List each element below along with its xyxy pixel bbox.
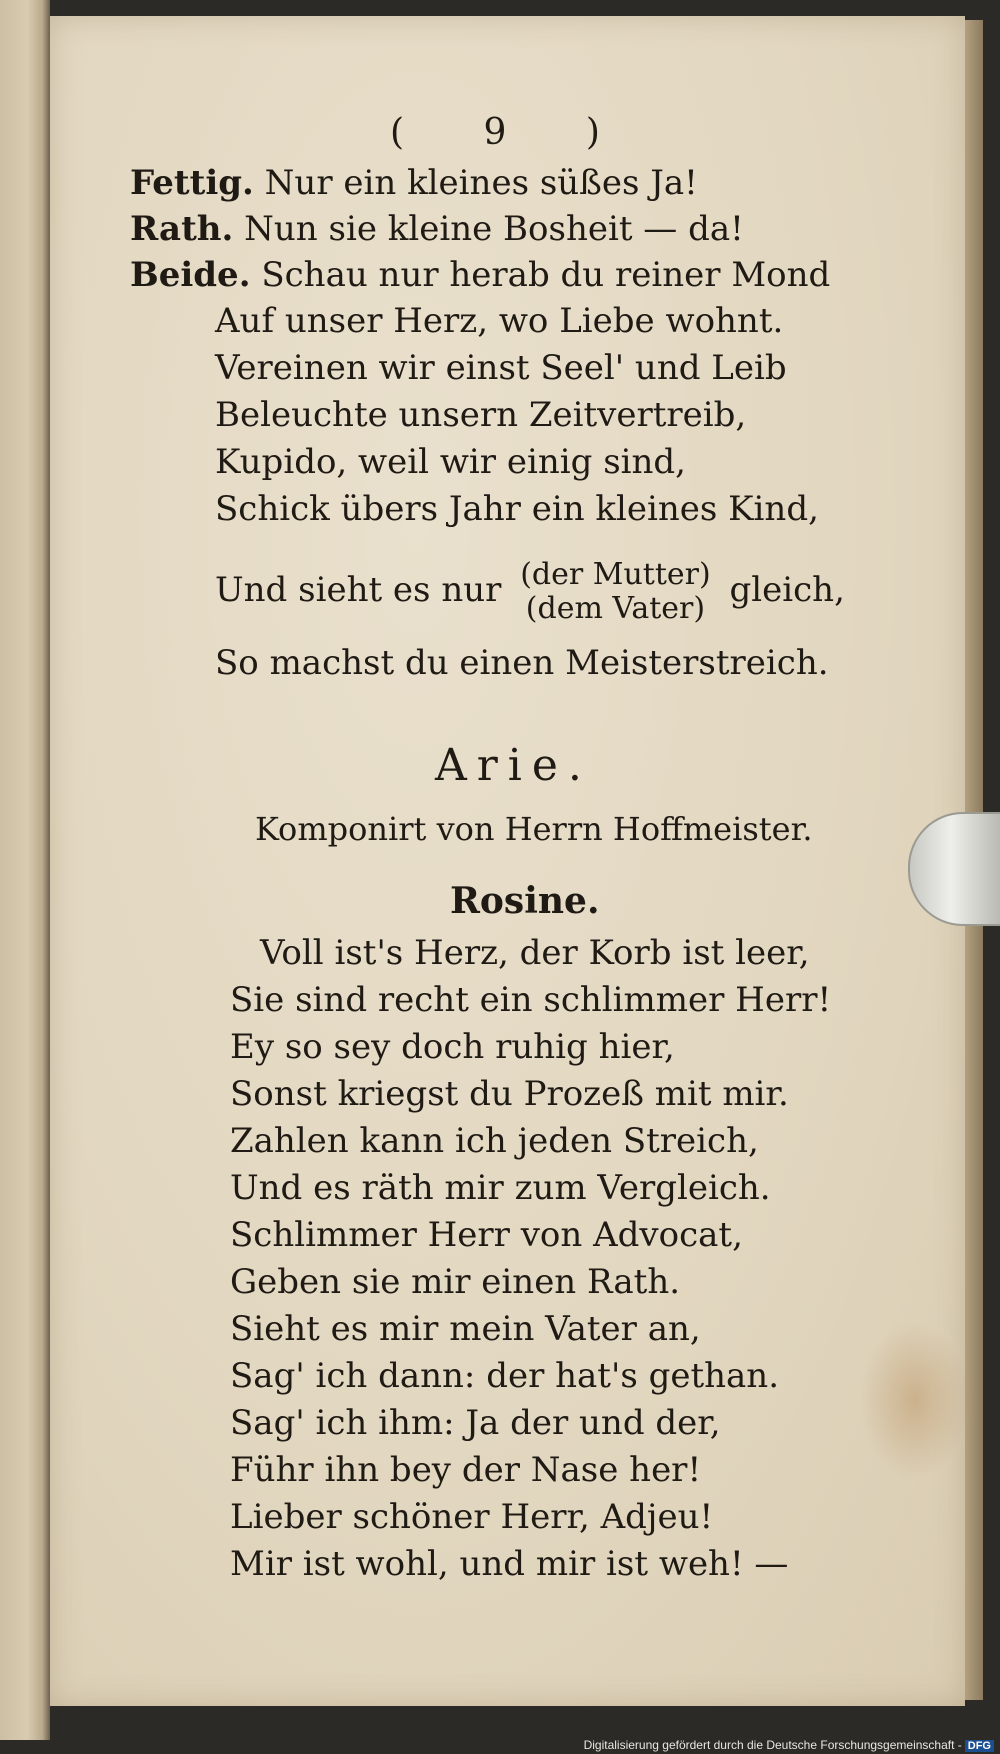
verse-line: Sie sind recht ein schlimmer Herr! xyxy=(230,980,832,1020)
dfg-logo: DFG xyxy=(965,1740,994,1752)
variant-after: gleich, xyxy=(729,570,845,610)
dialogue-line xyxy=(130,252,830,299)
verse-line: Schick übers Jahr ein kleines Kind, xyxy=(215,489,819,529)
verse-line: Sonst kriegst du Prozeß mit mir. xyxy=(230,1074,789,1114)
dialogue-line xyxy=(130,206,744,253)
variant-option-top: (der Mutter) xyxy=(520,557,711,592)
verse-line: Voll ist's Herz, der Korb ist leer, xyxy=(260,933,810,973)
verse-line: Und es räth mir zum Vergleich. xyxy=(230,1168,771,1208)
previous-page-edge xyxy=(0,0,50,1740)
dialogue-text: Nun sie kleine Bosheit — da! xyxy=(244,209,744,249)
verse-line: So machst du einen Meisterstreich. xyxy=(215,643,829,683)
dialogue-text: Nur ein kleines süßes Ja! xyxy=(264,163,698,203)
verse-line: Auf unser Herz, wo Liebe wohnt. xyxy=(215,301,784,341)
dialogue-line xyxy=(130,160,698,207)
verse-line: Vereinen wir einst Seel' und Leib xyxy=(215,348,787,388)
dialogue-text: Schau nur herab du reiner Mond xyxy=(261,255,831,295)
section-heading: Arie. xyxy=(435,740,592,791)
digitization-credit xyxy=(584,1738,994,1752)
variant-option-bottom: (dem Vater) xyxy=(525,591,706,626)
verse-line: Führ ihn bey der Nase her! xyxy=(230,1450,702,1490)
verse-line: Zahlen kann ich jeden Streich, xyxy=(230,1121,759,1161)
variant-before: Und sieht es nur xyxy=(215,570,502,610)
verse-line: Sag' ich ihm: Ja der und der, xyxy=(230,1403,721,1443)
composer-credit: Komponirt von Herrn Hoffmeister. xyxy=(255,810,813,848)
verse-line: Sag' ich dann: der hat's gethan. xyxy=(230,1356,779,1396)
page-number: ( 9 ) xyxy=(390,112,634,153)
verse-line: Schlimmer Herr von Advocat, xyxy=(230,1215,743,1255)
verse-line: Geben sie mir einen Rath. xyxy=(230,1262,681,1302)
verse-line: Beleuchte unsern Zeitvertreib, xyxy=(215,395,747,435)
variant-verse-line xyxy=(215,558,845,626)
credit-text: Digitalisierung gefördert durch die Deutsche Forschungsgemeinschaft - xyxy=(583,1738,962,1752)
verse-line: Ey so sey doch ruhig hier, xyxy=(230,1027,675,1067)
variant-options xyxy=(520,558,711,626)
verse-line: Mir ist wohl, und mir ist weh! — xyxy=(230,1544,789,1584)
verse-line: Lieber schöner Herr, Adjeu! xyxy=(230,1497,714,1537)
speaker-name: Rath. xyxy=(130,209,234,249)
role-name: Rosine. xyxy=(450,880,600,922)
speaker-name: Fettig. xyxy=(130,163,254,203)
speaker-name: Beide. xyxy=(130,255,251,295)
verse-line: Sieht es mir mein Vater an, xyxy=(230,1309,701,1349)
verse-line: Kupido, weil wir einig sind, xyxy=(215,442,686,482)
paper-stain xyxy=(860,1320,970,1480)
